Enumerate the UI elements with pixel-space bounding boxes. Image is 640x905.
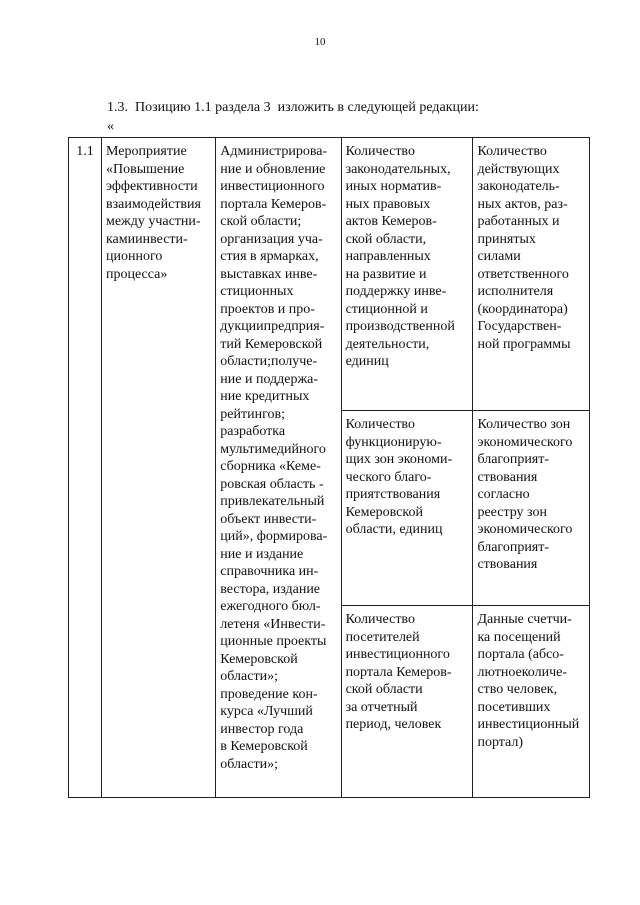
row-number-cell: 1.1 bbox=[69, 138, 102, 798]
table-row bbox=[69, 138, 590, 411]
intro-paragraph: 1.3. Позицию 1.1 раздела 3 изложить в следующей редакции: bbox=[107, 100, 479, 115]
opening-quote-mark: « bbox=[107, 119, 114, 134]
indicator-name-cell: Количество посетителей инвестиционного портала Кемеров- ской области за отчетный период, человек bbox=[341, 606, 473, 798]
position-table bbox=[68, 137, 590, 798]
indicator-method-cell: Данные счетчи- ка посещений портала (абсо- лютноеколиче- ство человек, посетивших инвестиционный портал) bbox=[473, 606, 590, 798]
indicator-name-cell: Количество функционирую- щих зон экономи- ческого благо- приятствования Кемеровской области, единиц bbox=[341, 411, 473, 606]
description-cell: Администрирова- ние и обновление инвестиционного портала Кемеров- ской области; организация уча- стия в ярмарках, выставках инве- стиционных проектов и про- дукциипредприя- тий Кемеровской области;получе- ние и поддержа- ние кредитных рейтингов; разработка мультимедийного сборника «Кеме- ровская область - привлекательный объект инвести- ций», формирова- ние и издание справочника ин- вестора, издание ежегодного бюл- летеня «Инвести- ционные проекты Кемеровской области»; проведение кон- курса «Лучший инвестор года в Кемеровской области»; bbox=[216, 138, 341, 798]
activity-cell: Мероприятие «Повышение эффективности взаимодействия между участни- камиинвести- ционного процесса» bbox=[101, 138, 215, 798]
indicator-method-cell: Количество зон экономического благоприят- ствования согласно реестру зон экономического благоприят- ствования bbox=[473, 411, 590, 606]
indicator-method-cell: Количество действующих законодатель- ных актов, раз- работанных и принятых силами ответственного исполнителя (координатора) Государствен- ной программы bbox=[473, 138, 590, 411]
indicator-name-cell: Количество законодательных, иных норматив- ных правовых актов Кемеров- ской области, направленных на развитие и поддержку инве- стиционной и производственной деятельности, единиц bbox=[341, 138, 473, 411]
page-number: 10 bbox=[314, 36, 326, 48]
